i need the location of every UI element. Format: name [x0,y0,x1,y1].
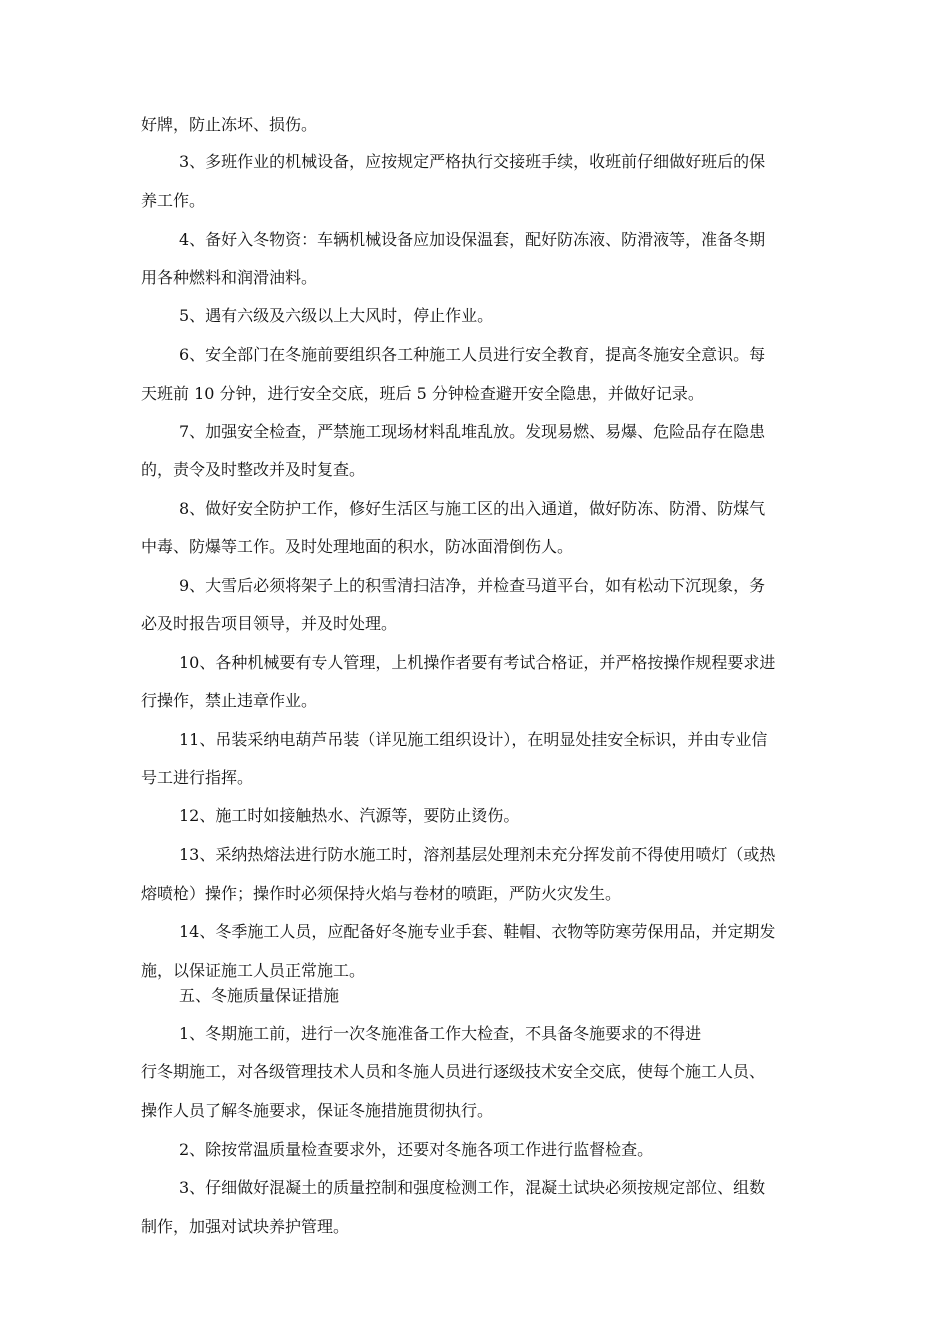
text-line: 12、施工时如接触热水、汽源等，要防止烫伤。 [179,806,520,825]
section-heading: 五、冬施质量保证措施 [179,986,340,1005]
text-line: 操作人员了解冬施要求，保证冬施措施贯彻执行。 [141,1101,494,1120]
text-line: 8、做好安全防护工作，修好生活区与施工区的出入通道，做好防冻、防滑、防煤气 [179,499,766,518]
text-line: 制作，加强对试块养护管理。 [141,1217,350,1236]
text-line: 3、多班作业的机械设备，应按规定严格执行交接班手续，收班前仔细做好班后的保 [179,152,766,171]
text-line: 用各种燃料和润滑油料。 [141,268,318,287]
text-line: 11、吊装采纳电葫芦吊装（详见施工组织设计），在明显处挂安全标识，并由专业信 [179,730,768,749]
text-line: 9、大雪后必须将架子上的积雪清扫洁净，并检查马道平台，如有松动下沉现象，务 [179,576,766,595]
text-line: 号工进行指挥。 [141,768,254,787]
text-line: 必及时报告项目领导，并及时处理。 [141,614,398,633]
text-line: 行冬期施工，对各级管理技术人员和冬施人员进行逐级技术安全交底，使每个施工人员、 [141,1062,766,1081]
text-line: 6、安全部门在冬施前要组织各工种施工人员进行安全教育，提高冬施安全意识。每 [179,345,766,364]
text-line: 10、各种机械要有专人管理，上机操作者要有考试合格证，并严格按操作规程要求进 [179,653,776,672]
text-line: 4、备好入冬物资：车辆机械设备应加设保温套，配好防冻液、防滑液等，准备冬期 [179,230,766,249]
text-line: 熔喷枪）操作；操作时必须保持火焰与卷材的喷距，严防火灾发生。 [141,884,622,903]
text-line: 13、采纳热熔法进行防水施工时，溶剂基层处理剂未充分挥发前不得使用喷灯（或热 [179,845,776,864]
text-line: 中毒、防爆等工作。及时处理地面的积水，防冰面滑倒伤人。 [141,537,574,556]
text-line: 施，以保证施工人员正常施工。 [141,961,366,980]
text-line: 养工作。 [141,191,206,210]
text-line: 好牌，防止冻坏、损伤。 [141,115,318,134]
text-line: 2、除按常温质量检查要求外，还要对冬施各项工作进行监督检查。 [179,1140,654,1159]
text-line: 3、仔细做好混凝土的质量控制和强度检测工作，混凝土试块必须按规定部位、组数 [179,1178,766,1197]
text-line: 天班前 10 分钟，进行安全交底，班后 5 分钟检查避开安全隐患，并做好记录。 [141,384,704,403]
text-line: 1、冬期施工前，进行一次冬施准备工作大检查，不具备冬施要求的不得进 [179,1024,702,1043]
text-line: 14、冬季施工人员，应配备好冬施专业手套、鞋帽、衣物等防寒劳保用品，并定期发 [179,922,776,941]
text-line: 的，责令及时整改并及时复查。 [141,460,366,479]
text-line: 行操作，禁止违章作业。 [141,691,318,710]
text-line: 5、遇有六级及六级以上大风时，停止作业。 [179,306,494,325]
text-line: 7、加强安全检查，严禁施工现场材料乱堆乱放。发现易燃、易爆、危险品存在隐患 [179,422,766,441]
